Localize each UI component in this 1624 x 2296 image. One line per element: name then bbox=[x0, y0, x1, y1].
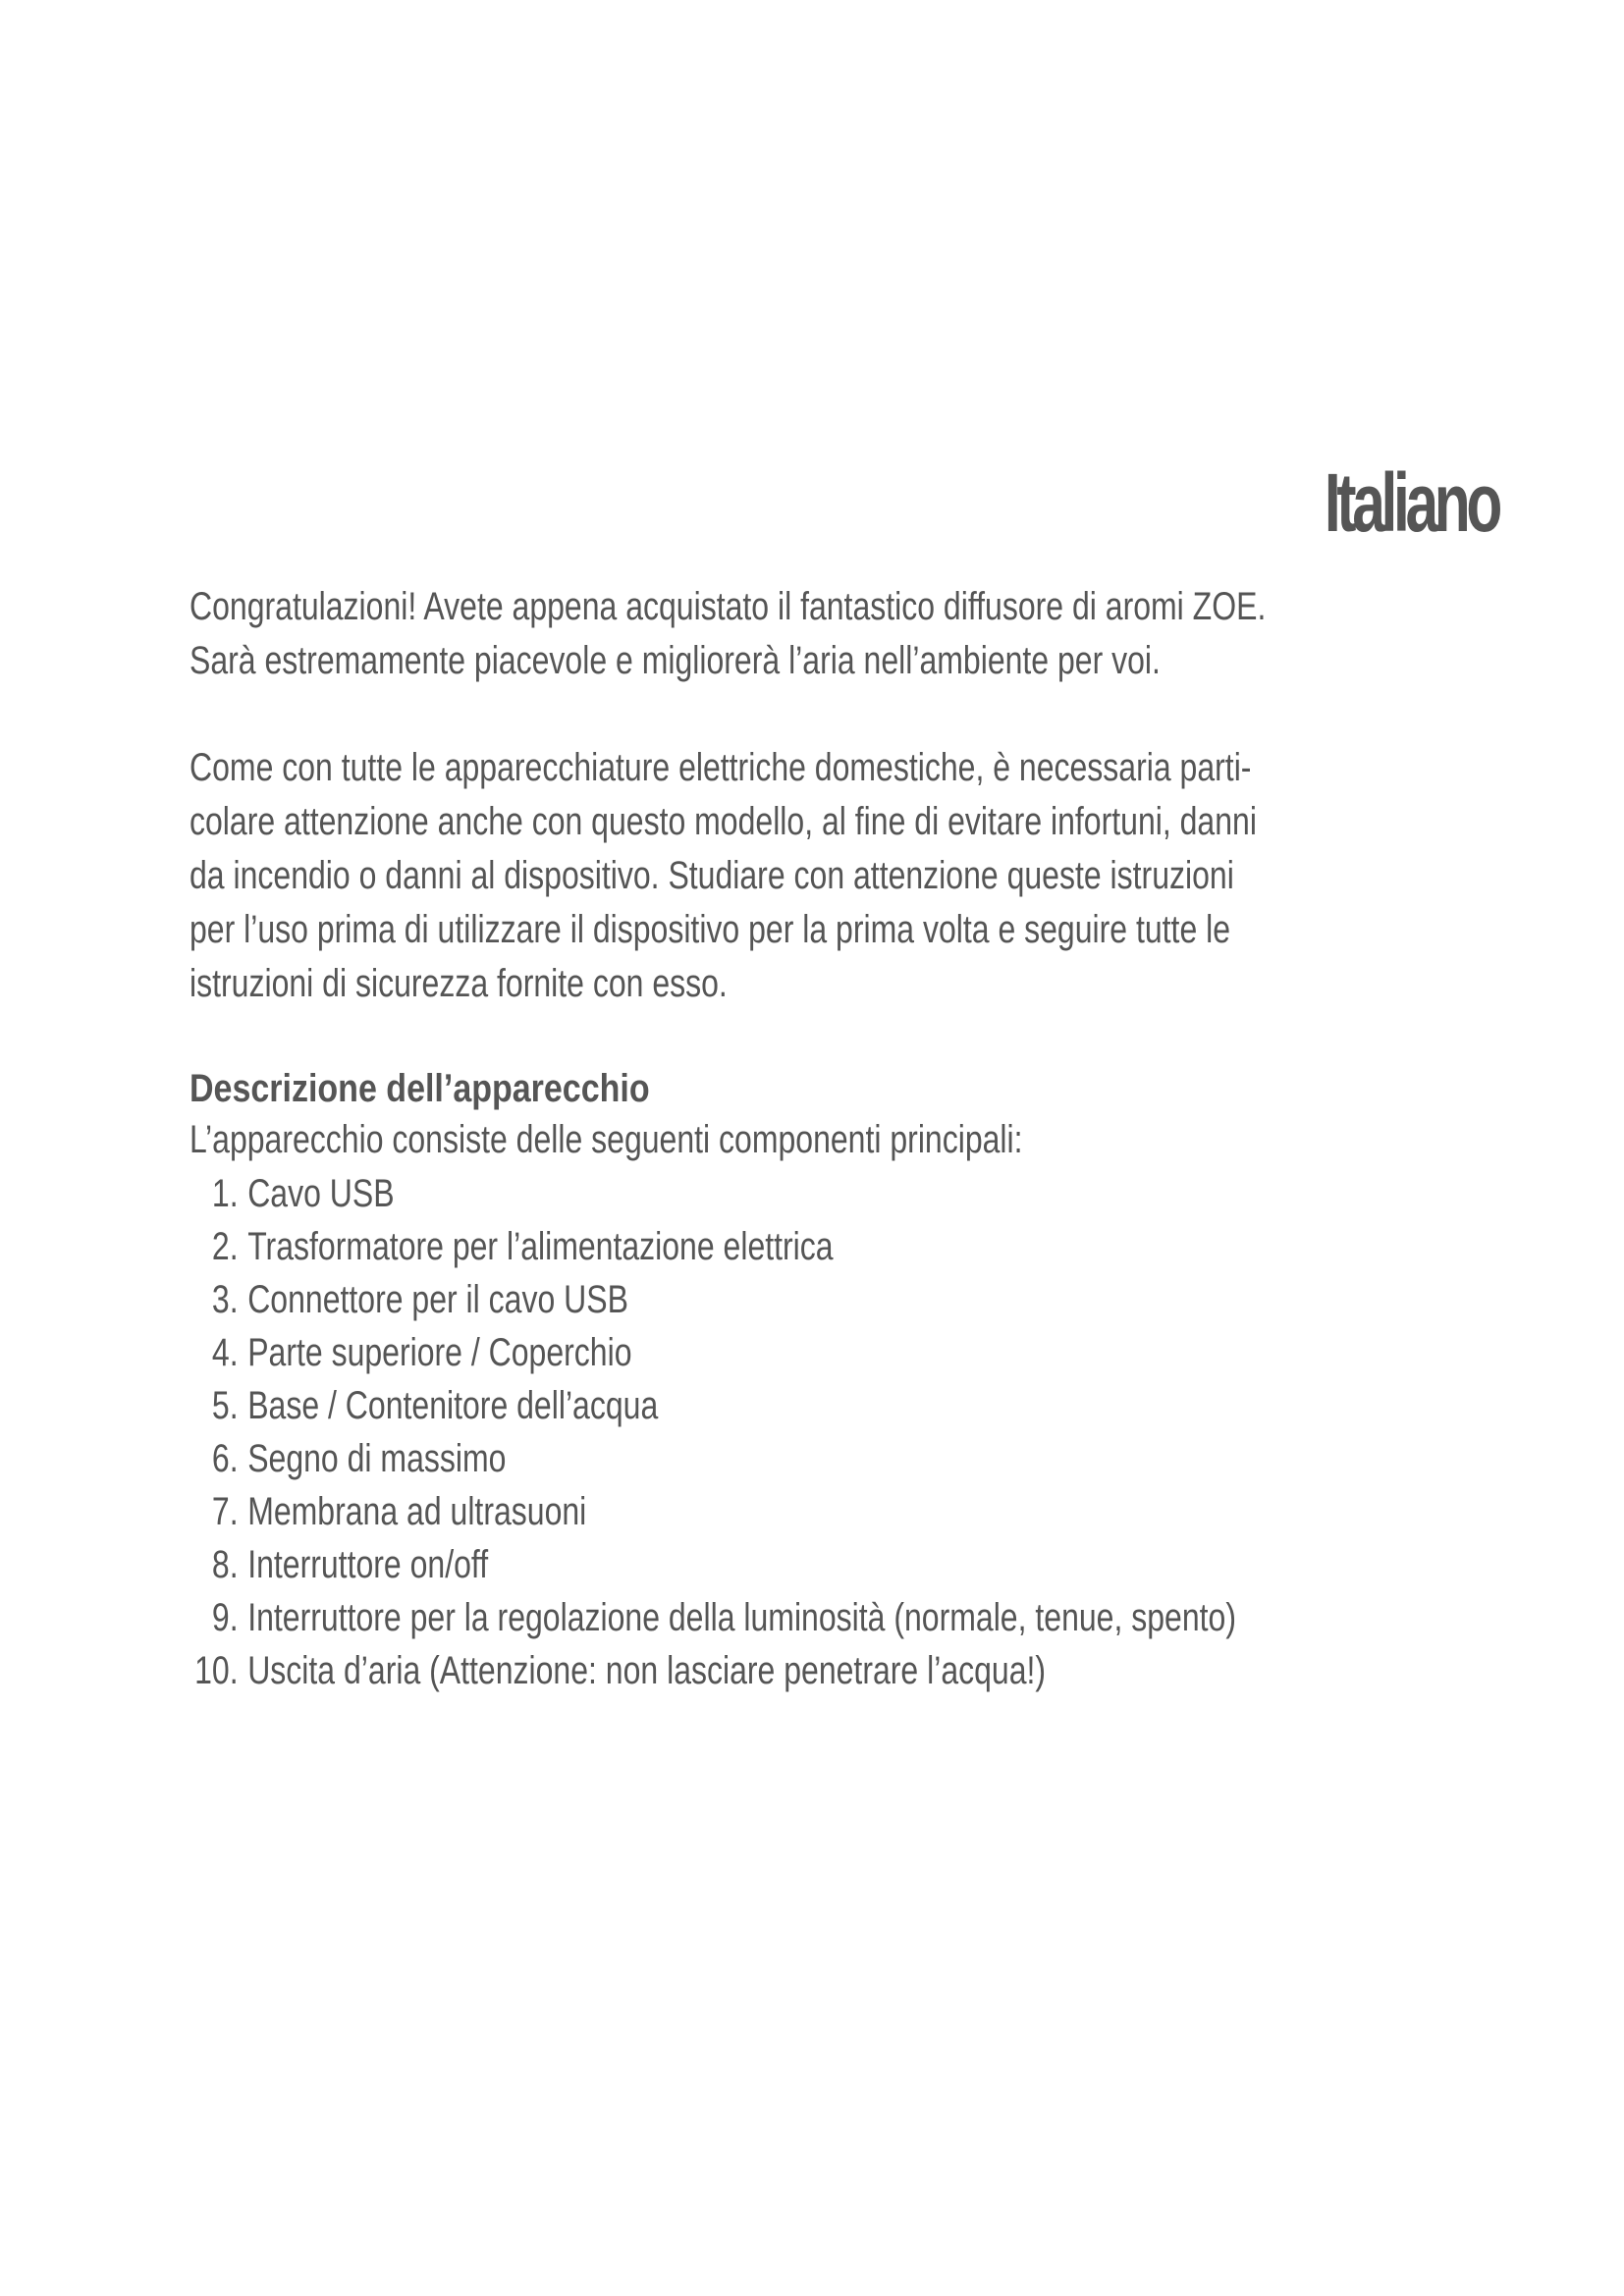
page-title: Italiano bbox=[1324, 456, 1498, 549]
list-item bbox=[189, 1644, 1236, 1697]
list-item-text: Membrana ad ultrasuoni bbox=[247, 1490, 587, 1533]
section-heading: Descrizione dell’apparecchio bbox=[189, 1067, 650, 1110]
list-item-text: Interruttore on/off bbox=[247, 1543, 489, 1586]
list-item-text: Trasformatore per l’alimentazione elettrica bbox=[247, 1225, 834, 1268]
safety-line: istruzioni di sicurezza fornite con esso. bbox=[189, 962, 728, 1005]
list-item bbox=[189, 1379, 1236, 1432]
list-item-number: 10. bbox=[194, 1649, 239, 1692]
list-item bbox=[189, 1538, 1236, 1591]
section-intro bbox=[189, 1113, 1231, 1167]
list-item-text: Cavo USB bbox=[247, 1172, 395, 1215]
safety-line: per l’uso prima di utilizzare il dispositivo per la prima volta e seguire tutte le bbox=[189, 908, 1231, 951]
list-item-text: Uscita d’aria (Attenzione: non lasciare penetrare l’acqua!) bbox=[247, 1649, 1047, 1692]
list-item-number: 7. bbox=[211, 1490, 239, 1533]
intro-line: Sarà estremamente piacevole e migliorerà l’aria nell’ambiente per voi. bbox=[189, 639, 1161, 682]
list-item-number: 6. bbox=[211, 1437, 239, 1480]
list-item-number: 9. bbox=[211, 1596, 239, 1639]
list-item-text: Interruttore per la regolazione della luminosità (normale, tenue, spento) bbox=[247, 1596, 1236, 1639]
list-item-text: Base / Contenitore dell’acqua bbox=[247, 1384, 659, 1427]
list-item bbox=[189, 1326, 1236, 1379]
list-item bbox=[189, 1167, 1236, 1220]
safety-line: colare attenzione anche con questo modello, al fine di evitare infortuni, danni bbox=[189, 800, 1257, 843]
safety-line: Come con tutte le apparecchiature elettriche domestiche, è necessaria parti- bbox=[189, 746, 1252, 789]
list-item-number: 2. bbox=[211, 1225, 239, 1268]
list-item bbox=[189, 1432, 1236, 1485]
list-item-number: 8. bbox=[211, 1543, 239, 1586]
safety-line: da incendio o danni al dispositivo. Studiare con attenzione queste istruzioni bbox=[189, 854, 1234, 897]
list-item-number: 3. bbox=[211, 1278, 239, 1321]
list-item-number: 5. bbox=[211, 1384, 239, 1427]
components-list bbox=[189, 1167, 1497, 1697]
list-item-number: 1. bbox=[211, 1172, 239, 1215]
list-item-text: Parte superiore / Coperchio bbox=[247, 1331, 632, 1374]
list-item bbox=[189, 1273, 1236, 1326]
list-item-number: 4. bbox=[211, 1331, 239, 1374]
intro-line: Congratulazioni! Avete appena acquistato il fantastico diffusore di aromi ZOE. bbox=[189, 585, 1267, 628]
list-item-text: Segno di massimo bbox=[247, 1437, 507, 1480]
list-item bbox=[189, 1220, 1236, 1273]
list-item bbox=[189, 1485, 1236, 1538]
list-item bbox=[189, 1591, 1236, 1644]
section-intro-text: L’apparecchio consiste delle seguenti componenti principali: bbox=[189, 1118, 1023, 1161]
intro-paragraph bbox=[189, 580, 1486, 688]
list-item-text: Connettore per il cavo USB bbox=[247, 1278, 628, 1321]
safety-paragraph bbox=[189, 741, 1486, 1011]
